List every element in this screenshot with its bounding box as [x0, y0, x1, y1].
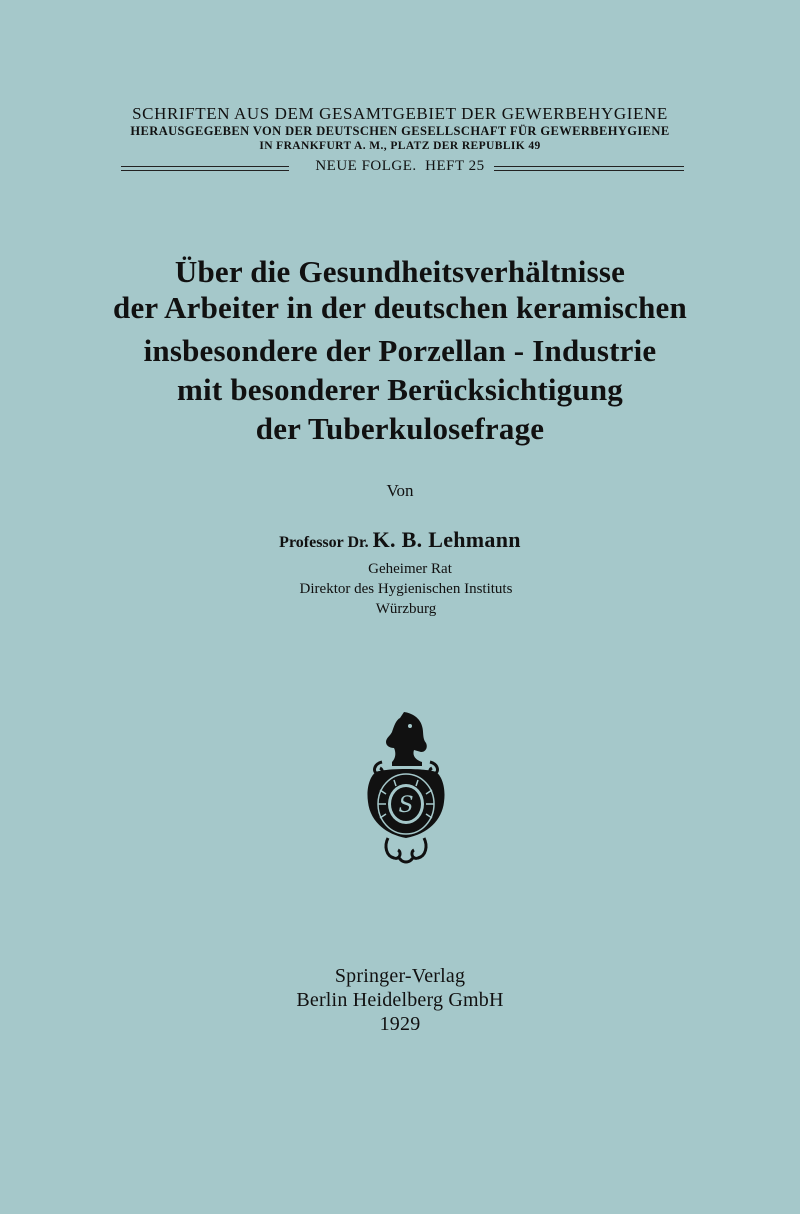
book-title-line-3: insbesondere der Porzellan - Industrie — [143, 333, 657, 368]
series-title: SCHRIFTEN AUS DEM GESAMTGEBIET DER GEWERBEHYGIENE — [132, 104, 668, 123]
series-editor: HERAUSGEGEBEN VON DER DEUTSCHEN GESELLSCHAFT FÜR GEWERBEHYGIENE — [130, 124, 670, 138]
book-title-line-2: der Arbeiter in der deutschen keramischen — [113, 290, 687, 325]
book-title-line-4: mit besonderer Berücksichtigung — [177, 372, 623, 407]
logo-monogram: S — [398, 793, 414, 818]
author-affiliation-1: Geheimer Rat — [368, 561, 452, 577]
book-title-line-5: der Tuberkulosefrage — [255, 411, 545, 446]
publisher-name: Springer-Verlag — [334, 965, 466, 987]
springer-knight-logo-icon — [364, 710, 448, 866]
publisher-location: Berlin Heidelberg GmbH — [296, 989, 504, 1011]
publication-year: 1929 — [379, 1013, 421, 1035]
author-affiliation-2: Direktor des Hygienischen Instituts — [299, 581, 513, 597]
author-name: K. B. Lehmann — [372, 527, 521, 552]
series-issue: NEUE FOLGE. HEFT 25 — [315, 158, 485, 174]
author-prefix: Professor Dr. — [279, 534, 369, 551]
author-affiliation-3: Würzburg — [375, 601, 437, 617]
series-address: IN FRANKFURT A. M., PLATZ DER REPUBLIK 49 — [259, 140, 541, 152]
author-line — [0, 527, 800, 553]
book-title-line-1: Über die Gesundheitsverhältnisse — [174, 254, 626, 289]
double-rule-right — [494, 166, 684, 171]
by-label: Von — [386, 481, 414, 500]
